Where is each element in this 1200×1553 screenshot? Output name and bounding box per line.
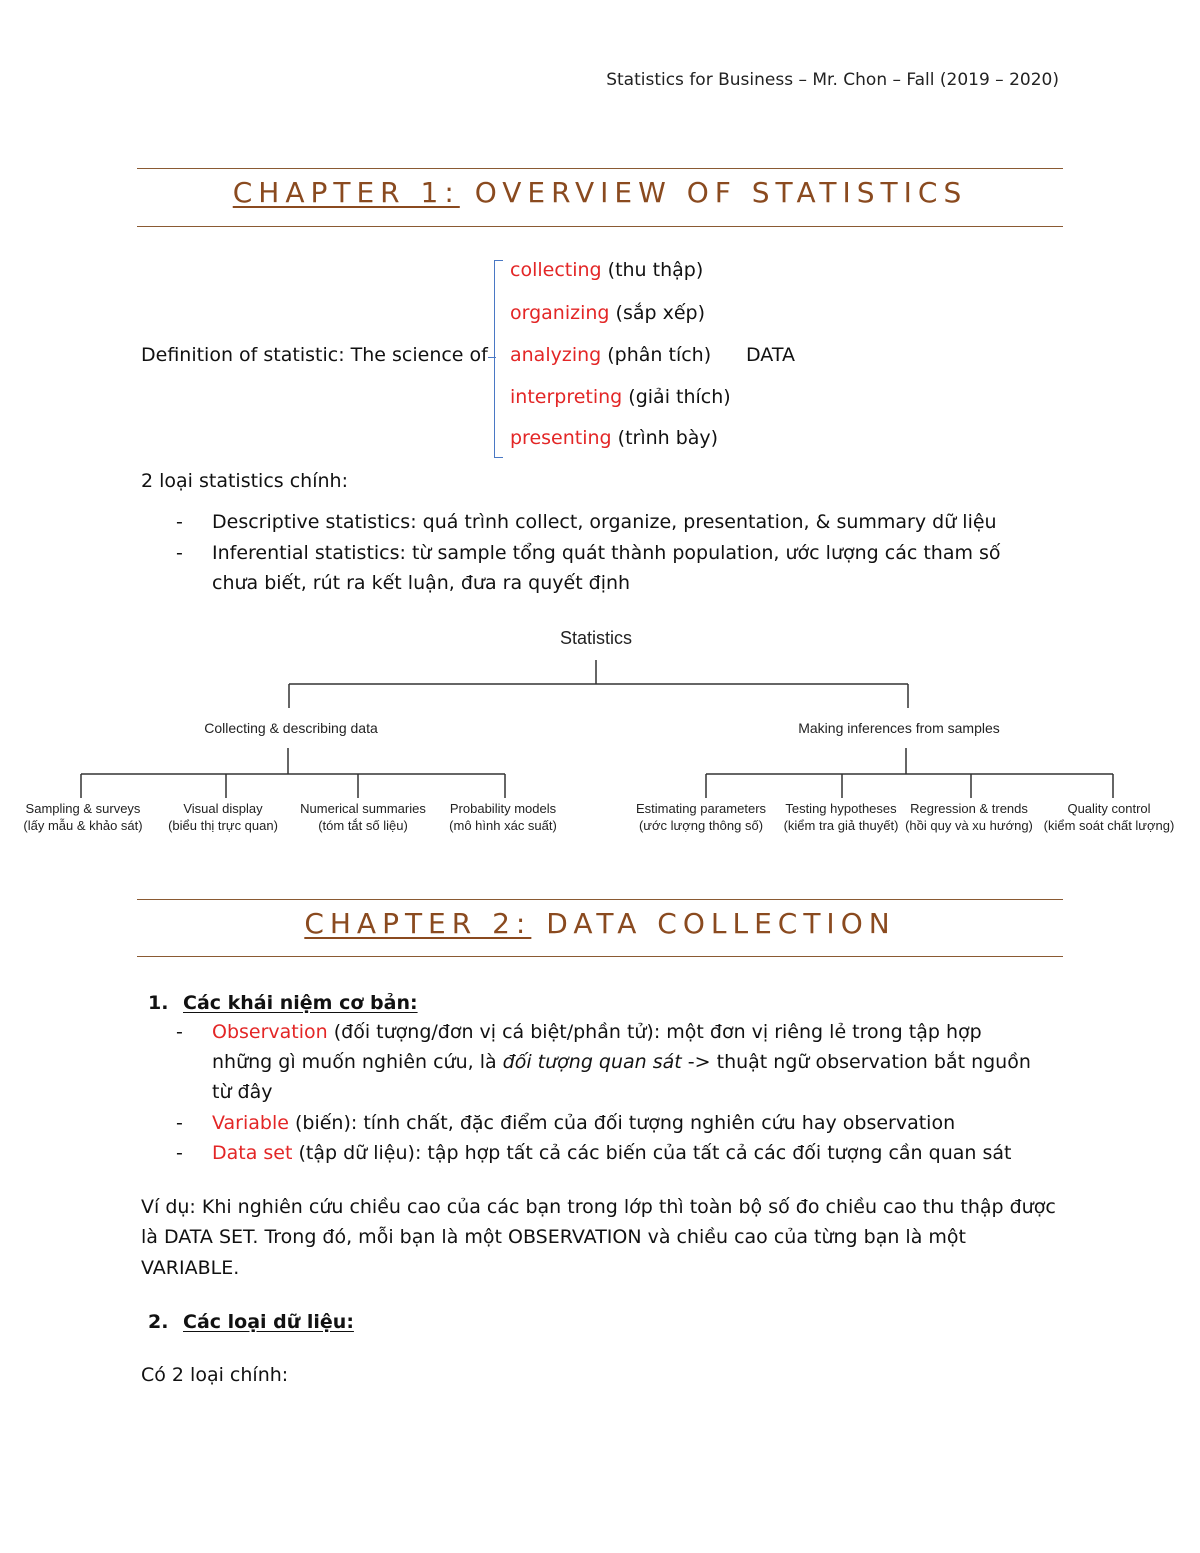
definition-gloss: (trình bày) xyxy=(617,427,719,449)
tree-leaf-gloss: (kiểm soát chất lượng) xyxy=(1043,818,1175,833)
bullet-dash: - xyxy=(176,511,183,533)
tree-leaf-label: Estimating parameters xyxy=(635,801,767,816)
concept-term: Data set xyxy=(212,1142,293,1164)
section1-title: Các khái niệm cơ bản: xyxy=(183,992,418,1014)
definition-item xyxy=(510,259,703,282)
section1-number: 1. xyxy=(148,992,169,1014)
definition-term: presenting xyxy=(510,427,612,449)
bullet-dash: - xyxy=(176,1021,183,1043)
tree-root: Statistics xyxy=(559,628,633,648)
definition-brace-tick xyxy=(488,357,496,358)
concept-variable xyxy=(212,1112,955,1135)
section2-title: Các loại dữ liệu: xyxy=(183,1311,354,1333)
tree-leaf-gloss: (mô hình xác suất) xyxy=(449,818,557,833)
bullet-inferential: Inferential statistics: từ sample tổng quát thành population, ước lượng các tham số xyxy=(212,542,1001,564)
closing-line: Có 2 loại chính: xyxy=(141,1364,289,1386)
example-line: VARIABLE. xyxy=(141,1257,240,1279)
tree-leaf-label: Regression & trends xyxy=(910,801,1028,816)
chapter1-bottom-rule xyxy=(137,226,1063,227)
example-line: là DATA SET. Trong đó, mỗi bạn là một OBSERVATION và chiều cao của từng bạn là một xyxy=(141,1226,966,1248)
concept-term: Observation xyxy=(212,1021,328,1043)
running-header: Statistics for Business – Mr. Chon – Fall (2019 – 2020) xyxy=(606,70,1059,90)
definition-item xyxy=(510,386,731,409)
definition-item xyxy=(510,427,718,450)
bullet-inferential-cont: chưa biết, rút ra kết luận, đưa ra quyết định xyxy=(212,572,631,594)
tree-leaf-label: Quality control xyxy=(1067,801,1151,816)
definition-term: analyzing xyxy=(510,344,602,366)
bullet-dash: - xyxy=(176,1142,183,1164)
definition-gloss: (sắp xếp) xyxy=(615,302,705,324)
section2-number: 2. xyxy=(148,1311,169,1333)
bullet-dash: - xyxy=(176,542,183,564)
statistics-tree-diagram xyxy=(0,620,1200,850)
tree-leaf-label: Visual display xyxy=(183,801,263,816)
chapter1-top-rule xyxy=(137,168,1063,169)
chapter2-top-rule xyxy=(137,899,1063,900)
definition-gloss: (giải thích) xyxy=(628,386,731,408)
chapter2-title xyxy=(137,907,1063,940)
tree-leaf-gloss: (tóm tắt số liệu) xyxy=(318,818,408,833)
tree-branch-collecting: Collecting & describing data xyxy=(204,720,378,736)
definition-item xyxy=(510,344,711,367)
concept-term: Variable xyxy=(212,1112,289,1134)
chapter1-name: OVERVIEW OF STATISTICS xyxy=(474,176,968,209)
chapter1-number: CHAPTER 1: xyxy=(232,176,460,209)
concept-desc: (biến): tính chất, đặc điểm của đối tượng nghiên cứu hay observation xyxy=(288,1112,956,1134)
definition-term: organizing xyxy=(510,302,610,324)
chapter1-title xyxy=(137,176,1063,209)
tree-leaf-gloss: (ước lượng thông số) xyxy=(638,818,764,833)
definition-brace xyxy=(494,260,503,458)
concept-observation-cont xyxy=(212,1051,1031,1074)
definition-object: DATA xyxy=(746,344,795,366)
concept-desc: những gì muốn nghiên cứu, là xyxy=(212,1051,503,1073)
concept-observation xyxy=(212,1021,982,1044)
types-intro: 2 loại statistics chính: xyxy=(141,470,348,492)
concept-observation-cont: từ đây xyxy=(212,1081,273,1103)
concept-dataset xyxy=(212,1142,1011,1165)
definition-item xyxy=(510,302,705,325)
tree-leaf-label: Sampling & surveys xyxy=(25,801,141,816)
definition-term: interpreting xyxy=(510,386,623,408)
chapter2-bottom-rule xyxy=(137,956,1063,957)
tree-leaf-gloss: (biểu thị trực quan) xyxy=(168,818,278,833)
bullet-dash: - xyxy=(176,1112,183,1134)
definition-gloss: (phân tích) xyxy=(607,344,712,366)
bullet-descriptive: Descriptive statistics: quá trình collect, organize, presentation, & summary dữ liệu xyxy=(212,511,997,533)
tree-leaf-gloss: (hồi quy và xu hướng) xyxy=(905,818,1033,833)
tree-leaf-label: Numerical summaries xyxy=(300,801,426,816)
chapter2-name: DATA COLLECTION xyxy=(546,907,896,940)
tree-leaf-gloss: (kiểm tra giả thuyết) xyxy=(783,818,899,833)
concept-emphasis: đối tượng quan sát xyxy=(502,1051,682,1073)
tree-leaf-gloss: (lấy mẫu & khảo sát) xyxy=(23,818,143,833)
definition-gloss: (thu thập) xyxy=(607,259,704,281)
chapter2-number: CHAPTER 2: xyxy=(304,907,532,940)
tree-leaf-label: Probability models xyxy=(449,801,557,816)
concept-desc: (đối tượng/đơn vị cá biệt/phần tử): một đơn vị riêng lẻ trong tập hợp xyxy=(327,1021,982,1043)
concept-desc: -> thuật ngữ observation bắt nguồn xyxy=(681,1051,1031,1073)
concept-desc: (tập dữ liệu): tập hợp tất cả các biến của tất cả các đối tượng cần quan sát xyxy=(292,1142,1012,1164)
definition-term: collecting xyxy=(510,259,602,281)
definition-label: Definition of statistic: The science of xyxy=(141,344,488,366)
example-line: Ví dụ: Khi nghiên cứu chiều cao của các bạn trong lớp thì toàn bộ số đo chiều cao thu thập được xyxy=(141,1196,1056,1218)
tree-leaf-label: Testing hypotheses xyxy=(785,801,897,816)
tree-branch-inferences: Making inferences from samples xyxy=(798,720,1000,736)
